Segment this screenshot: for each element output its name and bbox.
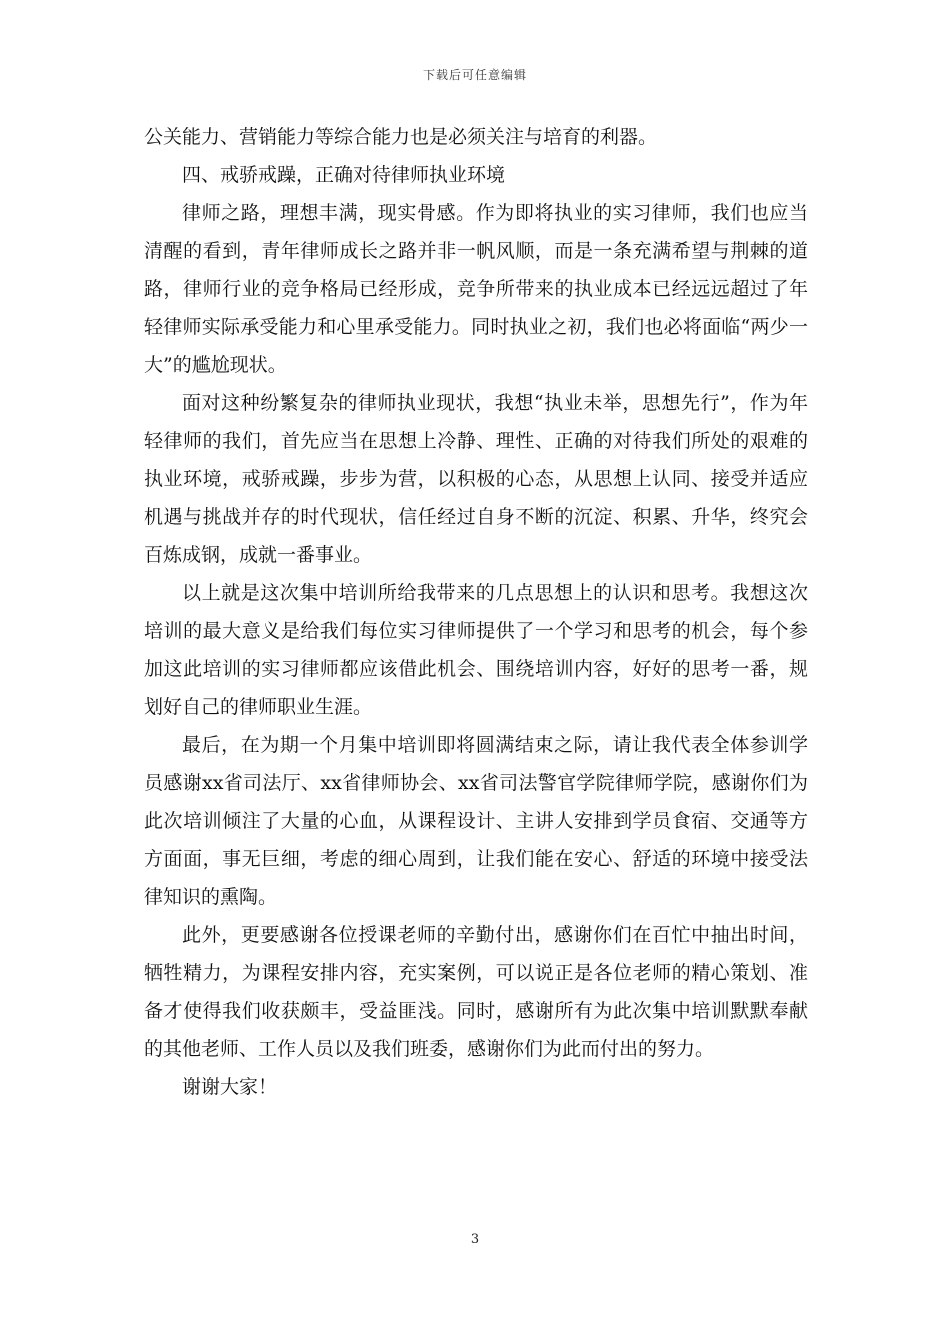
- paragraph: 以上就是这次集中培训所给我带来的几点思想上的认识和思考。我想这次培训的最大意义是给我们每位实习律师提供了一个学习和思考的机会，每个参加这此培训的实习律师都应该借此机会、围绕培训内容，好好的思考一番，规划好自己的律师职业生涯。: [144, 582, 808, 718]
- paragraph: 律师之路，理想丰满，现实骨感。作为即将执业的实习律师，我们也应当清醒的看到，青年律师成长之路并非一帆风顺，而是一条充满希望与荆棘的道路，律师行业的竞争格局已经形成，竞争所带来的执业成本已经远远超过了年轻律师实际承受能力和心里承受能力。同时执业之初，我们也必将面临“两少一大”的尴尬现状。: [144, 202, 808, 376]
- page-number: 3: [470, 1232, 480, 1247]
- page-header: 下载后可任意编辑: [422, 68, 527, 82]
- closing-line: 谢谢大家！: [182, 1076, 278, 1098]
- section-heading: 四、戒骄戒躁，正确对待律师执业环境: [182, 164, 506, 186]
- paragraph: 面对这种纷繁复杂的律师执业现状，我想“执业未举，思想先行”，作为年轻律师的我们，首先应当在思想上冷静、理性、正确的对待我们所处的艰难的执业环境，戒骄戒躁，步步为营，以积极的心态，从思想上认同、接受并适应机遇与挑战并存的时代现状，信任经过自身不断的沉淀、积累、升华，终究会百炼成钢，成就一番事业。: [144, 392, 808, 566]
- paragraph: 此外，更要感谢各位授课老师的辛勤付出，感谢你们在百忙中抽出时间，牺牲精力，为课程安排内容，充实案例，可以说正是各位老师的精心策划、准备才使得我们收获颇丰，受益匪浅。同时，感谢所有为此次集中培训默默奉献的其他老师、工作人员以及我们班委，感谢你们为此而付出的努力。: [144, 924, 808, 1060]
- paragraph: 公关能力、营销能力等综合能力也是必须关注与培育的利器。: [144, 126, 658, 148]
- document-body: [144, 118, 808, 1106]
- paragraph: 最后，在为期一个月集中培训即将圆满结束之际，请让我代表全体参训学员感谢xx省司法厅、xx省律师协会、xx省司法警官学院律师学院，感谢你们为此次培训倾注了大量的心血，从课程设计、主讲人安排到学员食宿、交通等方方面面，事无巨细，考虑的细心周到，让我们能在安心、舒适的环境中接受法律知识的熏陶。: [144, 734, 808, 908]
